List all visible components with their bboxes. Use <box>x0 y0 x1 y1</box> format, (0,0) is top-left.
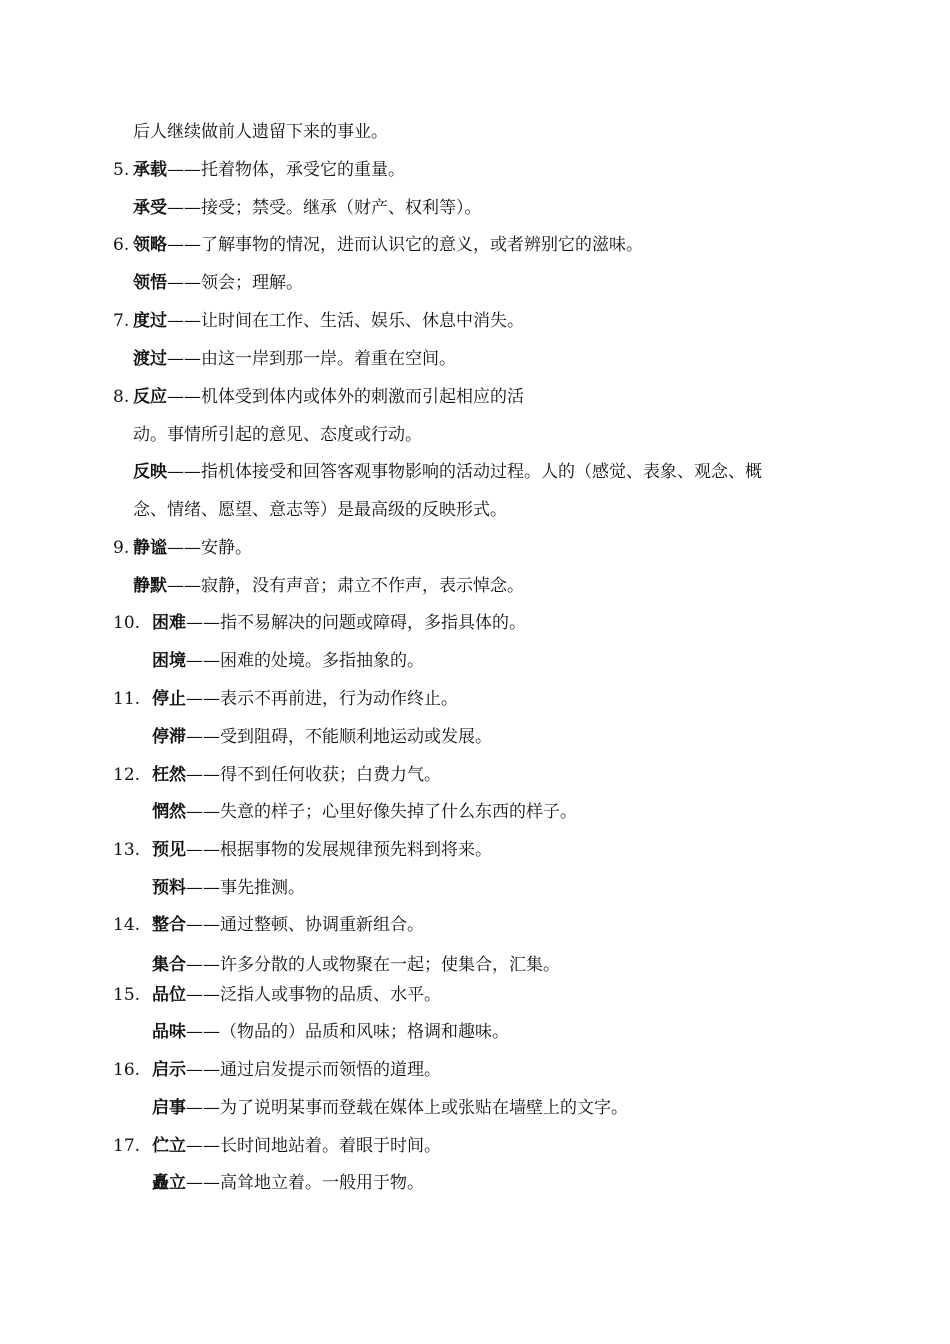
item-number: 10. <box>113 613 141 633</box>
word-term: 困难 <box>152 613 186 633</box>
word-entry <box>152 688 458 710</box>
word-definition: ——指机体接受和回答客观事物影响的活动过程。人的（感觉、表象、观念、概 <box>167 462 762 482</box>
word-definition: ——得不到任何收获；白费力气。 <box>186 765 441 785</box>
word-entry <box>133 348 456 370</box>
word-definition: ——通过启发提示而领悟的道理。 <box>186 1060 441 1080</box>
word-definition: ——通过整顿、协调重新组合。 <box>186 915 424 935</box>
word-definition: ——表示不再前进，行为动作终止。 <box>186 689 458 709</box>
word-entry <box>152 764 441 786</box>
item-number: 5. <box>113 160 130 180</box>
word-term: 反映 <box>133 462 167 482</box>
word-term: 领略 <box>133 235 167 255</box>
word-term: 停止 <box>152 689 186 709</box>
word-term: 品味 <box>152 1022 186 1042</box>
word-entry <box>133 537 252 559</box>
word-entry <box>152 612 526 634</box>
word-definition: ——接受；禁受。继承（财产、权利等）。 <box>167 198 482 218</box>
item-number: 6. <box>113 235 130 255</box>
word-term: 品位 <box>152 985 186 1005</box>
word-entry <box>152 914 424 936</box>
word-definition: ——托着物体，承受它的重量。 <box>167 160 405 180</box>
item-number: 13. <box>113 840 141 860</box>
word-definition: ——了解事物的情况，进而认识它的意义，或者辨别它的滋味。 <box>167 235 643 255</box>
word-definition: ——指不易解决的问题或障碍，多指具体的。 <box>186 613 526 633</box>
word-term: 预料 <box>152 878 186 898</box>
word-entry <box>152 1021 509 1043</box>
word-term: 度过 <box>133 311 167 331</box>
word-definition: ——由这一岸到那一岸。着重在空间。 <box>167 349 456 369</box>
word-definition: ——长时间地站着。着眼于时间。 <box>186 1136 441 1156</box>
word-entry <box>133 575 524 597</box>
word-entry <box>152 1059 441 1081</box>
word-definition: ——机体受到体内或体外的刺激而引起相应的活 <box>167 387 524 407</box>
word-definition: ——（物品的）品质和风味；格调和趣味。 <box>186 1022 509 1042</box>
item-number: 16. <box>113 1060 141 1080</box>
item-number: 15. <box>113 985 141 1005</box>
item-number: 9. <box>113 538 130 558</box>
word-definition: ——困难的处境。多指抽象的。 <box>186 651 424 671</box>
word-definition: ——安静。 <box>167 538 252 558</box>
definition-continuation: 念、情绪、愿望、意志等）是最高级的反映形式。 <box>133 500 507 520</box>
word-entry <box>152 726 492 748</box>
word-term: 渡过 <box>133 349 167 369</box>
word-definition: ——领会；理解。 <box>167 273 303 293</box>
word-term: 伫立 <box>152 1136 186 1156</box>
item-number: 11. <box>113 689 141 709</box>
word-entry <box>152 1097 628 1119</box>
word-term: 静谧 <box>133 538 167 558</box>
word-term: 惘然 <box>152 802 186 822</box>
word-entry <box>152 650 424 672</box>
item-number: 17. <box>113 1136 141 1156</box>
continued-line: 后人继续做前人遗留下来的事业。 <box>133 122 388 142</box>
word-definition: ——为了说明某事而登载在媒体上或张贴在墙壁上的文字。 <box>186 1098 628 1118</box>
word-definition: ——许多分散的人或物聚在一起；使集合，汇集。 <box>186 955 560 975</box>
word-term: 停滞 <box>152 727 186 747</box>
word-term: 启示 <box>152 1060 186 1080</box>
word-entry <box>133 310 524 332</box>
word-definition: ——事先推测。 <box>186 878 305 898</box>
word-term: 领悟 <box>133 273 167 293</box>
word-term: 矗立 <box>152 1173 186 1193</box>
word-definition: ——让时间在工作、生活、娱乐、休息中消失。 <box>167 311 524 331</box>
word-entry <box>152 877 305 899</box>
word-entry <box>152 954 560 976</box>
word-term: 预见 <box>152 840 186 860</box>
word-term: 承受 <box>133 198 167 218</box>
item-number: 8. <box>113 387 130 407</box>
item-number: 7. <box>113 311 130 331</box>
word-entry <box>152 1135 441 1157</box>
word-definition: ——泛指人或事物的品质、水平。 <box>186 985 441 1005</box>
word-term: 整合 <box>152 915 186 935</box>
word-definition: ——高耸地立着。一般用于物。 <box>186 1173 424 1193</box>
word-term: 承载 <box>133 160 167 180</box>
word-term: 反应 <box>133 387 167 407</box>
word-entry <box>133 234 643 256</box>
word-entry <box>152 1172 424 1194</box>
word-entry <box>152 839 492 861</box>
word-entry <box>133 159 405 181</box>
word-term: 集合 <box>152 955 186 975</box>
word-entry <box>152 801 577 823</box>
word-definition: ——根据事物的发展规律预先料到将来。 <box>186 840 492 860</box>
word-entry <box>133 461 762 483</box>
word-entry <box>133 386 524 408</box>
word-entry <box>133 272 303 294</box>
word-term: 困境 <box>152 651 186 671</box>
word-entry <box>152 984 441 1006</box>
item-number: 12. <box>113 765 141 785</box>
definition-continuation: 动。事情所引起的意见、态度或行动。 <box>133 425 422 445</box>
word-definition: ——寂静，没有声音；肃立不作声，表示悼念。 <box>167 576 524 596</box>
word-definition: ——失意的样子；心里好像失掉了什么东西的样子。 <box>186 802 577 822</box>
word-entry <box>133 197 482 219</box>
word-term: 启事 <box>152 1098 186 1118</box>
word-term: 静默 <box>133 576 167 596</box>
word-term: 枉然 <box>152 765 186 785</box>
item-number: 14. <box>113 915 141 935</box>
word-definition: ——受到阻碍，不能顺利地运动或发展。 <box>186 727 492 747</box>
